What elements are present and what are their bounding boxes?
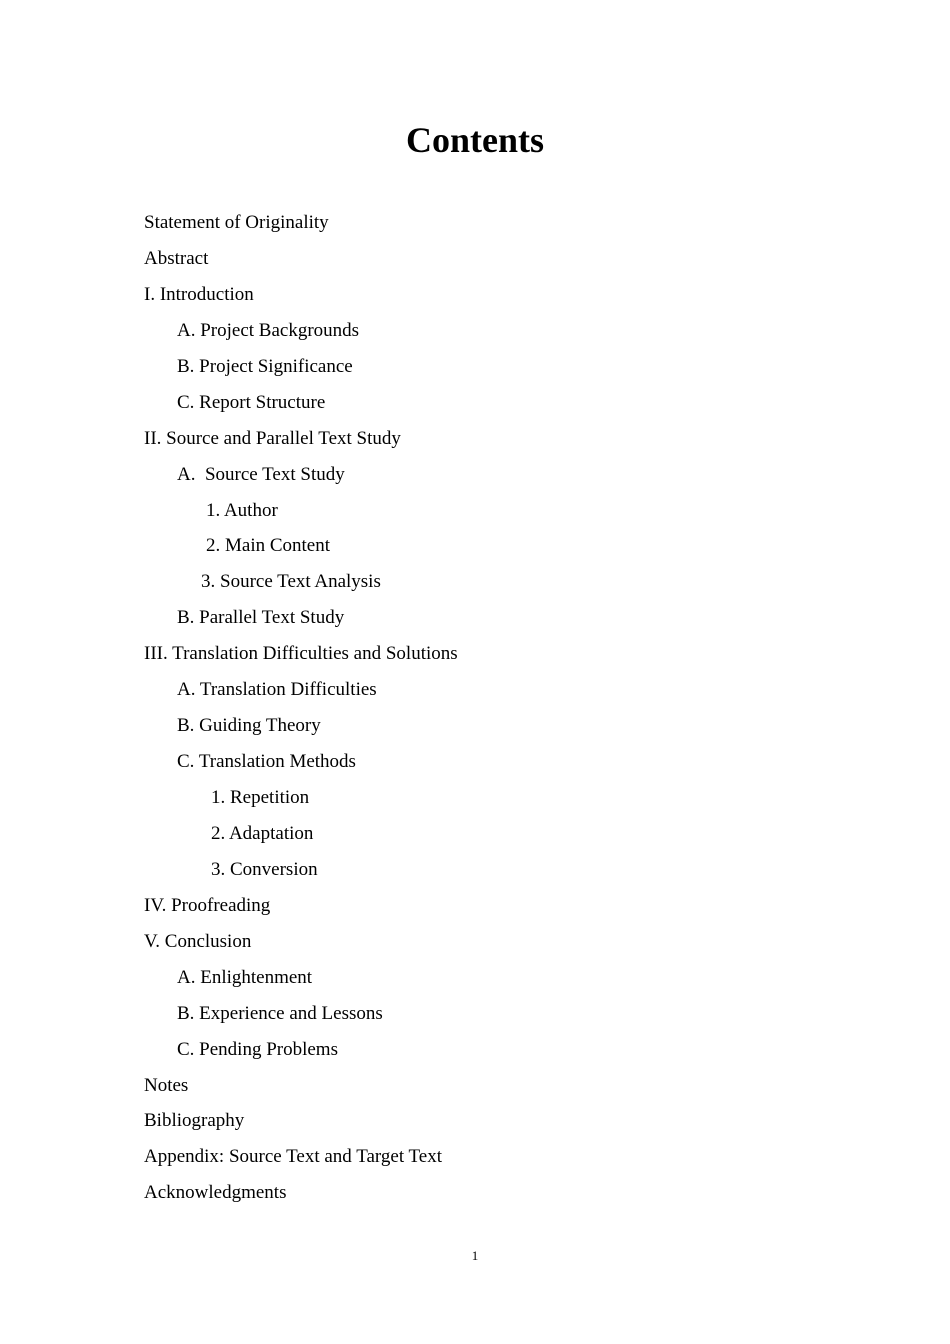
toc-entry-abstract: Abstract — [144, 247, 209, 269]
toc-entry-main-content: 2. Main Content — [206, 535, 331, 557]
toc-entry-conclusion: V. Conclusion — [144, 930, 252, 952]
toc-entry-source-text-study: A. Source Text Study — [177, 463, 345, 485]
toc-entry-proofreading: IV. Proofreading — [144, 894, 271, 916]
page-number: 1 — [471, 1248, 479, 1263]
toc-entry-enlightenment: A. Enlightenment — [177, 966, 313, 988]
toc-entry-report-structure: C. Report Structure — [177, 391, 326, 413]
toc-entry-bibliography: Bibliography — [144, 1110, 245, 1132]
toc-entry-translation-difficulties: A. Translation Difficulties — [177, 679, 377, 701]
toc-entry-repetition: 1. Repetition — [211, 787, 310, 808]
toc-entry-pending-problems: C. Pending Problems — [177, 1038, 338, 1060]
toc-entry-conversion: 3. Conversion — [211, 858, 318, 880]
toc-entry-source-parallel-text-study: II. Source and Parallel Text Study — [144, 427, 401, 449]
toc-entry-experience-lessons: B. Experience and Lessons — [177, 1002, 383, 1024]
toc-entry-notes: Notes — [144, 1074, 189, 1096]
toc-entry-translation-methods: C. Translation Methods — [177, 751, 356, 773]
toc-entry-adaptation: 2. Adaptation — [211, 822, 314, 844]
page-title: Contents — [405, 120, 544, 160]
toc-entry-project-significance: B. Project Significance — [177, 355, 353, 377]
toc-entry-statement-of-originality: Statement of Originality — [144, 212, 329, 233]
toc-entry-guiding-theory: B. Guiding Theory — [177, 715, 321, 737]
toc-entry-author: 1. Author — [206, 499, 278, 521]
toc-entry-parallel-text-study: B. Parallel Text Study — [177, 607, 345, 629]
toc-entry-appendix: Appendix: Source Text and Target Text — [144, 1146, 443, 1168]
table-of-contents — [0, 210, 950, 1216]
toc-entry-project-backgrounds: A. Project Backgrounds — [177, 319, 360, 341]
toc-entry-translation-difficulties-solutions: III. Translation Difficulties and Solutions — [144, 643, 458, 665]
toc-entry-introduction: I. Introduction — [144, 283, 254, 305]
toc-entry-acknowledgments: Acknowledgments — [144, 1182, 287, 1204]
toc-entry-source-text-analysis: 3. Source Text Analysis — [201, 571, 381, 593]
